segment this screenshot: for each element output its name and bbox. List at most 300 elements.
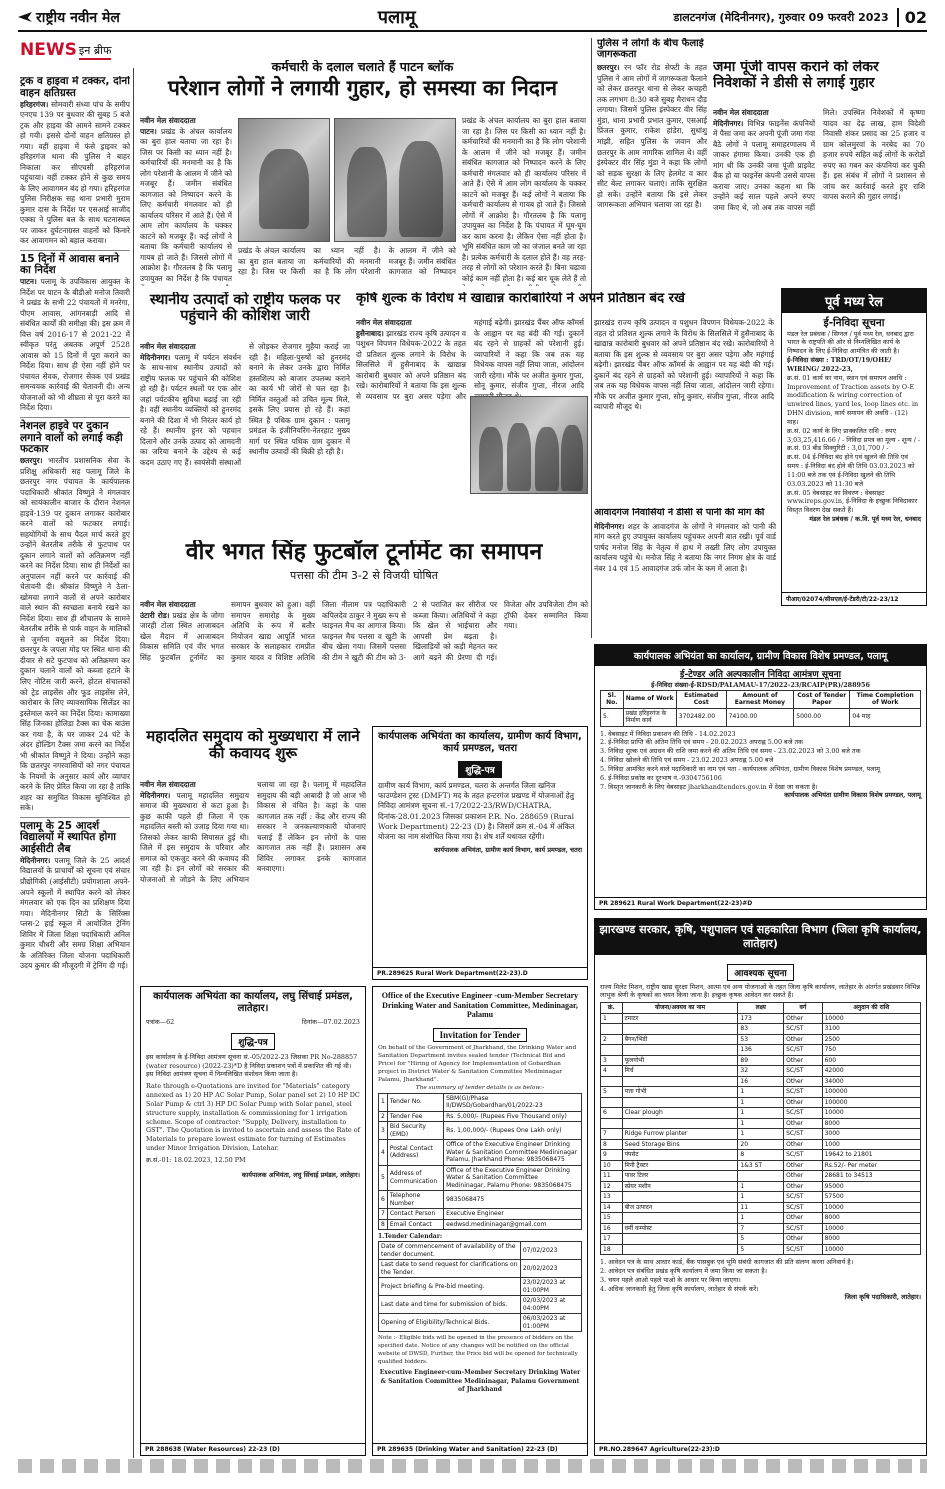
water-ad-note: Note :- Eligible bids will be opened in the presence of bidders on the specified date. Notice of any changes will be notified on the official website of DWSD, Further, the Price bid will be opened for technically qualified bidders. xyxy=(378,1335,578,1365)
rural-note: 1. वेबसाइट में निविदा प्रकाशन की तिथि - 14.02.2023 xyxy=(600,729,736,738)
rural-ad-signatory: कार्यपालक अभियंता ग्रामीण विकास विशेष प्रमण्डल, पलामू xyxy=(784,791,921,800)
football-headline-block xyxy=(140,540,588,596)
chatra-ad-body: ग्रामीण कार्य विभाग, कार्य प्रमण्डल, चतरा के अन्तर्गत जिला खनिज फाउण्डेशन ट्रस्ट (DMFT) मद के तहत हन्टरगंज प्रखण्ड में योजनाओं हेतु निविदा आमंत्रण सूचना सं.-17/2022-23/RWD/CHATRA, दिनांक-28.01.2023 जिसका प्रकाशन P.R. No. 288659 (Rural Work Department) 22-23 (D) है। जिसमें क्रम सं.-04 में अंकित योजना का नाम संशोधित किया गया है। शेष शर्तें यथावत रहेंगी। xyxy=(378,781,575,842)
agri-cell: मिर्च xyxy=(622,1066,738,1077)
agri-cell: 42000 xyxy=(822,1066,920,1077)
agri-cell: 6 xyxy=(601,1108,623,1119)
chatra-corrigendum-ad xyxy=(372,726,588,980)
railway-tender-ad xyxy=(781,288,927,606)
trader-headline: कृषि शुल्क के विरोध में खाद्यान्न कारोबारियों ने अपने प्रतिष्ठान बंद रखे xyxy=(356,292,685,306)
brief-item xyxy=(20,254,130,414)
brief-title: पलामू के 25 आदर्श विद्यालयों में स्थापित होगा आईसीटी लैब xyxy=(20,819,116,856)
police-dateline: छतरपुर। xyxy=(597,63,620,73)
agri-cell: 53 xyxy=(738,1034,784,1045)
agri-cell: 750 xyxy=(822,1045,920,1056)
agri-ad-signatory: जिला कृषि पदाधिकारी, लातेहार। xyxy=(844,1293,921,1302)
agri-cell: 100000 xyxy=(822,1087,920,1098)
agri-cell: 5 xyxy=(738,1244,784,1255)
lead-body-right xyxy=(462,116,586,286)
water-cell: 7 xyxy=(379,1209,388,1220)
rural-cell: 74100.00 xyxy=(726,708,794,726)
agri-note: 4. अधिक जानकारी हेतु जिला कृषि कार्यालय, लातेहार से संपर्क करें। xyxy=(600,1284,759,1293)
agri-cell: SC/ST xyxy=(784,1129,823,1140)
railway-ad-website: क्र.सं. 05 वेबसाइट का विवरण : वेबसाइट www.ireps.gov.in, ई-निविदा के इच्छुक निविदाकार विस्तृत विवरण देख सकते हैं। xyxy=(787,488,918,515)
agri-cell: 7 xyxy=(738,1223,784,1234)
water-cell: SBM(G)/Phase II/DWSD/Gobardhan/01/2022-23 xyxy=(444,1093,582,1111)
agri-cell: SC/ST xyxy=(784,1223,823,1234)
table-row xyxy=(601,1013,921,1024)
brief-column xyxy=(20,76,130,1456)
agri-cell: Other xyxy=(784,1034,823,1045)
calendar-cell: 07/02/2023 xyxy=(520,1242,581,1260)
agri-cell: स्प्रेयर मशीन xyxy=(622,1181,738,1192)
agri-cell: Other xyxy=(784,1013,823,1024)
agri-cell: 3000 xyxy=(822,1129,920,1140)
irrigation-ad-schedule: क्र.सं.-01: 18.02.2023, 12.50 PM xyxy=(146,1155,246,1164)
agri-cell: 173 xyxy=(738,1013,784,1024)
brief-dateline: हरिहरगंज। xyxy=(20,99,49,109)
agri-cell: 11 xyxy=(738,1202,784,1213)
brief-body: भारतीय प्रशासनिक सेवा के प्रशिक्षु अधिकारी सह पलामू जिले के छतरपुर नगर पंचायत के कार्यपालक पदाधिकारी श्रीकांत विष्णुते ने मंगलवार को सायंकालीन बाजार के दौरान नेशनल हाइवे-139 पर दुकान लगाकर कारोबार करने वालों को फटकार लगाई। सहयोगियों के साथ पैदल मार्च करते हुए उन्होंने बेतरतीब तरीके से फुटपाथ पर दुकान लगाने वालों को अतिक्रमण नहीं करने का निर्देश दिया। साथ ही निर्देशों का अनुपालन नहीं करने पर कार्रवाई की चेतावनी दी। श्रीकांत विष्णुते ने ठेला-खोमचा लगाने वालों से अपने कारोबार वाले स्थान की स्वच्छता बनाये रखने का निर्देश दिया। साथ ही शौचालय के सामने बेतरतीब तरीके से पार्क वाहन के मालिकों से जुर्माना वसूलने का निर्देश दिया। छतरपुर के जपला मोड़ पर स्थित थाना की दीवार से सटे फुटपाथ को अतिक्रमण कर दुकान चलाने वालों को कब्जा हटाने के लिए नोटिस जारी करने, होटल संचालकों को ट्रेड लाइसेंस और फूड लाइसेंस लेने, कारोबार के लिए व्यावसायिक सिलेंडर का इस्तेमाल करने का निर्देश दिया। कामाख्या सिंह जिनका होलिडा टैक्स का चेक बाउंस कर गया है, के घर जाकर 24 घंटे के अंदर होल्डिंग टैक्स जमा करने का निर्देश भी श्रीकांत विष्णुते ने दिया। उन्होंने कहा कि छतरपुर नगरवासियों को नगर पंचायत के नियमों के अनुसार कार्य और व्यापार करने के लिए प्रेरित किया जा रहा है ताकि शहर का समुचित विकास सुनिश्चित हो सके। xyxy=(20,456,130,813)
table-row xyxy=(601,1181,921,1192)
water-ad-calendar xyxy=(378,1241,582,1332)
table-row xyxy=(601,1223,921,1234)
water-cell: Contact Person xyxy=(387,1209,443,1220)
water-cell: Postal Contact (Address) xyxy=(387,1140,443,1166)
agri-cell: 600 xyxy=(822,1055,920,1066)
water-ad-table xyxy=(378,1093,582,1231)
table-row xyxy=(601,1087,921,1098)
irrigation-ad-title: कार्यपालक अभियंता का कार्यालय, लघु सिंचाई प्रमंडल, लातेहार। xyxy=(153,991,353,1014)
agri-cell xyxy=(622,1234,738,1245)
water-ad-title: Office of the Executive Engineer -cum-Member Secretary Drinking Water and Sanitation Committee, Medininagar, Palamu xyxy=(381,991,579,1020)
agri-cell: SC/ST xyxy=(784,1066,823,1077)
agri-cell: 16 xyxy=(738,1076,784,1087)
local-body: पलामू में पर्यटन संवर्धन के साथ-साथ स्थानीय उत्पादों को राष्ट्रीय फलक पर पहुंचाने की कोशिश हो रही है। पर्यटन स्थलों पर एक ओर जहां पर्यटकीय सुविधा बढ़ाई जा रही है। वहीं स्थानीय व्यक्तियों को हुनरमंद बनाने की दिशा में भी निरंतर कार्य हो रहे हैं। स्थानीय हुनर को पहचान दिलाने और उनके उत्पाद को आमदनी का जरिया बनाने के उद्देश्य से कई कदम उठाए गए हैं। स्वयंसेवी संस्थाओं से जोड़कर रोजगार मुहैया कराई जा रही है। महिला-पुरुषों को हुनरमंद बनाने के लेकर उनके द्वारा निर्मित हस्तशिल्प को बाजार उपलब्ध कराने का कार्य भी जोरों से चल रहा है। निर्मित वस्तुओं को उचित मूल्य मिले, इसके लिए प्रयास हो रहे हैं। कहां स्थित है पथिक ग्राम दुकान : पलामू प्रमंडल के इंजीनियरिंग-नेतरहाट मुख्य मार्ग पर स्थित पथिक ग्राम दुकान में स्थानीय उत्पादों की बिक्री हो रही है। xyxy=(140,342,350,467)
lead-byline: नवीन मेल संवाददाता xyxy=(140,116,196,125)
agri-ad-notes xyxy=(600,1258,921,1293)
agri-cell: 10000 xyxy=(822,1244,920,1255)
water-cell: 3 xyxy=(379,1122,388,1140)
football-subhead: पत्तसा की टीम 3-2 से विजयी घोषित xyxy=(290,568,438,582)
agri-cell: 15 xyxy=(601,1213,623,1224)
railway-ad-close: क्र.सं. 04 ई-निविदा बंद होने एवं खुलने की तिथि एवं समय : ई-निविदा बंद होने की तिथि 03.03.2023 को 11:00 बजे तक एवं ई-निविदा खुलने की तिथि 03.03.2023 को 11:30 बजे xyxy=(787,453,915,488)
rural-cell: प्रखंड हरिहरगंज के निर्माण कार्य xyxy=(623,708,676,726)
trader-byline: नवीन मेल संवाददाता xyxy=(356,318,412,327)
agri-cell xyxy=(622,1076,738,1087)
agri-cell: SC/ST xyxy=(784,1045,823,1056)
water-cell: Address of Communication xyxy=(387,1165,443,1191)
agri-cell: 3100 xyxy=(822,1024,920,1035)
agri-col: अनुदान की राशि xyxy=(822,1003,920,1014)
agri-cell: SC/ST xyxy=(784,1202,823,1213)
water-headline: आवादगंज निवासियों ने डीसी से पानी की मांग की xyxy=(594,508,765,518)
agri-cell xyxy=(622,1045,738,1056)
bird-logo-icon xyxy=(18,12,32,22)
mahadalit-byline: नवीन मेल संवाददाता xyxy=(140,780,196,789)
lead-body: प्रखंड के अंचल कार्यालय का बुरा हाल बताया जा रहा है। जिस पर किसी का ध्यान नहीं है। कर्मचारियों की मनमानी का है कि लोग परेशानी के आलम में जीने को मजबूर हैं। जमीन संबंधित कागजात को निष्पादन करने के लिए कर्मचारी मंगलवार को ही कार्यालय परिसर में आते हैं। ऐसे में आम लोग कार्यालय के चक्कर काटने को मजबूर हैं। कई लोगों ने बताया कि कर्मचारी कार्यालय से गायब हो जाते हैं। जिससे लोगों में आक्रोश है। गौरतलब है कि पलामू उपायुक्त का निर्देश है कि पंचायत xyxy=(140,126,232,283)
agri-cell: SC/ST xyxy=(784,1087,823,1098)
agri-cell: Other xyxy=(784,1055,823,1066)
agri-cell: 11 xyxy=(601,1171,623,1182)
football-dateline: उंटारी रोड। xyxy=(140,610,170,620)
agri-cell xyxy=(738,1171,784,1182)
agri-cell: 8000 xyxy=(822,1213,920,1224)
table-row xyxy=(601,1055,921,1066)
agri-cell: Other xyxy=(784,1213,823,1224)
brief-item xyxy=(20,76,130,247)
table-row xyxy=(379,1111,582,1122)
column-divider xyxy=(591,38,592,638)
agri-cell: 136 xyxy=(738,1045,784,1056)
agri-cell: 10000 xyxy=(822,1013,920,1024)
rural-ad-pr: PR 289621 Rural Work Department(22-23)#D xyxy=(595,897,926,909)
agri-cell: 1 xyxy=(738,1108,784,1119)
agri-cell: Clear plough xyxy=(622,1108,738,1119)
water-cell: eedwsd.medininagar@gmail.com xyxy=(444,1219,582,1230)
calendar-cell: 06/03/2023 at 01:00PM xyxy=(520,1314,581,1332)
agri-cell: 20 xyxy=(738,1139,784,1150)
rural-note: 4. निविदा खोलने की तिथि एवं समय - 23.02.2023 अपराह्न 5.00 बजे xyxy=(600,756,774,765)
agri-cell: 28681 to 34513 xyxy=(822,1171,920,1182)
agri-cell: 1 xyxy=(601,1013,623,1024)
water-cell: Bid Security (EMD) xyxy=(387,1122,443,1140)
water-cell: 8 xyxy=(379,1219,388,1230)
table-row xyxy=(379,1314,582,1332)
masthead xyxy=(18,4,927,30)
agri-cell: फूलगोभी xyxy=(622,1055,738,1066)
railway-ad-ref: पीआर/02074/सीसएल/ई-टेंडरी/टी/22-23/12 xyxy=(782,592,926,605)
rural-development-tender-ad xyxy=(594,644,927,910)
agri-cell: 18 xyxy=(601,1244,623,1255)
calendar-cell: 02/03/2023 at 04:00PM xyxy=(520,1296,581,1314)
agri-cell: Other xyxy=(784,1076,823,1087)
table-row xyxy=(601,1076,921,1087)
agri-ad-title: झारखण्ड सरकार, कृषि, पशुपालन एवं सहकारिता विभाग (जिला कृषि कार्यालय, लातेहार) xyxy=(595,919,926,955)
agri-cell: Other xyxy=(784,1234,823,1245)
rural-ad-ref: ई-निविदा संख्या-ई-RDSD/PALAMAU-17/2022-23/RCAIP(PR)/288956 xyxy=(651,680,870,689)
agri-cell: 89 xyxy=(738,1055,784,1066)
table-row xyxy=(601,1108,921,1119)
brief-dateline: छतरपुर। xyxy=(20,456,43,466)
agri-cell: SC/ST xyxy=(784,1108,823,1119)
agri-cell: 2500 xyxy=(822,1034,920,1045)
rural-cell: 3702482.00 xyxy=(676,708,726,726)
top-rule xyxy=(18,30,927,32)
rural-ad-notes xyxy=(600,730,921,792)
agri-cell: 10000 xyxy=(822,1108,920,1119)
lead-headline-block xyxy=(140,60,585,112)
brief-item xyxy=(20,421,130,814)
agri-cell: 1 xyxy=(738,1192,784,1203)
brief-title: 15 दिनों में आवास बनाने का निर्देश xyxy=(20,252,120,277)
football-body-text: प्रखंड क्षेत्र के जोगा जारही टोला स्थित आजाबदन खेल मैदान में आजाबदन विकास समिति एवं वीर भगत सिंह फुटबॉल टूर्नामेंट का समापन बुधवार को हुआ। वहीं समापन समारोह के मुख्य अतिथि के रूप में बतौर नियोजन खाद्य आपूर्ति भारत सरकार के सलाहकार रामप्रीत कुमार यादव व विशिष्ट अतिथि जिला नीलाम पत्र पदाधिकारी कपिलदेव ठाकुर ने मुख्य रूप से फाइनल मैच का आगाज किया। फाइनल मैच पत्तसा व खुटी के बीच खेला गया। जिसमें पत्तसा की टीम ने खुटी की टीम को 3-2 से पराजित कर सीरीज पर कब्जा किया। अतिथियों ने कहा कि खेल से भाईचारा और आपसी प्रेम बढ़ता है। खिलाड़ियों को कड़ी मेहनत कर आगे बढ़ने की प्रेरणा दी गई। विजेता और उपविजेता टीम को ट्रॉफी देकर सम्मानित किया गया। xyxy=(140,600,588,662)
water-cell: Tender No. xyxy=(387,1093,443,1111)
lead-body-mid xyxy=(238,246,456,286)
table-row xyxy=(601,708,921,726)
trader-body-continued: झारखंड राज्य कृषि उत्पादन व पशुधन विपणन विधेयक-2022 के तहत दो प्रतिशत शुल्क लगाने के विरोध के सिलसिले में हुसैनाबाद के खाद्यान्न कारोबारी बुधवार को अपने प्रतिष्ठान बंद रखे। कारोबारियों ने बताया कि इस शुल्क से व्यवसाय पर बुरा असर पड़ेगा और महंगाई बढ़ेगी। झारखंड चैंबर ऑफ कॉमर्स के आह्वान पर यह बंदी की गई। दुकानें बंद रहने से ग्राहकों को परेशानी हुई। व्यापारियों ने कहा कि जब तक यह विधेयक वापस नहीं लिया जाता, आंदोलन जारी रहेगा। मौके पर अजीत कुमार गुप्ता, सोनू कुमार, संजीव गुप्ता, नीरज आदि व्यापारी मौजूद थे। xyxy=(594,318,774,412)
agri-col: क्रं. xyxy=(601,1003,623,1014)
brief-body: पलामू जिले के 25 आदर्श विद्यालयों के प्राचार्यों को सूचना एवं संचार प्रौद्योगिकी (आईसीटी) प्रयोगशाला अपने-अपने स्कूलों में स्थापित करने को लेकर मंगलवार को एक दिन का प्रशिक्षण दिया गया। मेदिनीनगर सिटी के सिरिंक्स प्लस-2 हाई स्कूल में आयोजित ट्रेनिंग शिविर में जिला शिक्षा पदाधिकारी अनिल कुमार चौधरी और समग्र शिक्षा अभियान के अतिरिक्त जिला योजना पदाधिकारी उदय कुमार की मौजूदगी में ट्रेनिंग दी गई। xyxy=(20,855,130,971)
agri-cell xyxy=(622,1244,738,1255)
agri-cell xyxy=(622,1024,738,1035)
railway-ad-emd: क्र.सं. 03 बीड सिक्युरिटी : 3,01,700 / - xyxy=(787,444,889,453)
water-ad-pr: PR 289635 (Drinking Water and Sanitation) 22-23 (D) xyxy=(373,1443,587,1455)
agri-ad-table xyxy=(600,1002,921,1255)
table-row xyxy=(601,1139,921,1150)
lead-photo-1 xyxy=(238,118,330,242)
agri-cell: पत्ता गोभी xyxy=(622,1087,738,1098)
agri-note: 2. आवेदन पत्र संबंधित प्रखंड कृषि कार्यालय में जमा किया जा सकता है। xyxy=(600,1266,768,1275)
agri-cell: Other xyxy=(784,1118,823,1129)
rural-note: 2. ई-निविदा प्राप्ति की अंतिम तिथि एवं समय - 20.02.2023 अपराह्न 5.00 बजे तक xyxy=(600,738,804,747)
agri-cell xyxy=(601,1045,623,1056)
railway-ad-work: क्र.सं. 01 कार्य का नाम, स्थान एवं समापन अवधि : Improvement of Traction assets by O-E modification & wiring correction of unwired lines, yard les, loop lines etc. in DHN division, कार्य समापन की अवधि - (12) माह। xyxy=(787,373,919,426)
rural-note: 3. निविदा शुल्क एवं अग्रधन की राशि जमा करने की अंतिम तिथि एवं समय - 23.02.2023 को 3.00 बजे तक xyxy=(600,747,861,756)
agriculture-notice-ad xyxy=(594,918,927,1456)
agri-cell: Other xyxy=(784,1139,823,1150)
agri-note: 1. आवेदन पत्र के साथ आधार कार्ड, बैंक पासबुक एवं भूमि संबंधी कागजात की प्रति संलग्न करना अनिवार्य है। xyxy=(600,1258,854,1267)
rural-col-sl: Sl. No. xyxy=(601,690,624,708)
water-cell: Office of the Executive Engineer Drinking Water & Sanitation Committee Medininagar Palamu, Jharkhand Phone: 9835068475 xyxy=(444,1140,582,1166)
water-sanitation-tender-ad xyxy=(372,986,588,1456)
table-row xyxy=(601,1129,921,1140)
rural-note: 5. निविदा आमंत्रित करने वाले पदाधिकारी का नाम एवं पता - कार्यपालक अभियंता, ग्रामीण विकास विशेष प्रमण्डल, पलामू xyxy=(600,764,881,773)
water-story xyxy=(594,508,776,636)
trader-photo xyxy=(470,396,588,494)
agri-cell xyxy=(622,1118,738,1129)
agri-cell: 1 xyxy=(738,1213,784,1224)
railway-ad-subtitle: ई-निविदा सूचना xyxy=(823,317,885,329)
rural-col-emd: Amount of Earnest Money xyxy=(726,690,794,708)
rural-note: 7. विस्तृत जानकारी के लिए वेबसाइट jharkhandtenders.gov.in में देखा जा सकता है। xyxy=(600,782,818,791)
water-cell: Telephone Number xyxy=(387,1191,443,1209)
chatra-ad-tag: शुद्धि-पत्र xyxy=(458,761,501,778)
table-row xyxy=(601,1234,921,1245)
football-body xyxy=(140,600,588,718)
rural-cell: 04 माह xyxy=(850,708,921,726)
mahadalit-dateline: मेदिनीनगर। xyxy=(140,790,171,800)
agri-cell: 2 xyxy=(601,1034,623,1045)
rural-ad-table xyxy=(600,690,921,727)
agri-col: योजना/अवयव का नाम xyxy=(622,1003,738,1014)
brief-body: पलामू के उपविकास आयुक्त के निर्देश पर पाटन के बीडीओ मनोज तिवारी ने प्रखंड के सभी 22 पंचायतों में मनरेगा, पीएम आवास, आंगनबाड़ी आदि से संबंधित कार्यों की समीक्षा की। इस क्रम में वित्त वर्ष 2016-17 से 2021-22 में स्वीकृत परंतु अबतक अपूर्ण 2528 आवास को 15 दिनों में पूरा कराने का निर्देश दिया। साथ ही ऐसा नहीं होने पर पंचायत सेवक, रोजगार सेवक एवं प्रखंड समन्वयक कार्रवाई की चेतावनी दी। अन्य योजनाओं को भी शीघ्रता से पूरा करने का निर्देश दिया। xyxy=(20,277,130,413)
railway-ad-signatory: मंडल रेल प्रबंधक / क.वि. पूर्व मध्य रेल, धनबाद xyxy=(809,514,921,523)
dc-headline-block xyxy=(713,60,925,104)
water-cell: 4 xyxy=(379,1140,388,1166)
bottom-color-bar xyxy=(18,1459,927,1473)
rural-col-paper: Cost of Tender Paper xyxy=(794,690,850,708)
agri-ad-body: राज्य मिलेट मिशन, राष्ट्रीय खाद्य सुरक्षा मिशन, आत्मा एवं अन्य योजनाओं के तहत जिला कृषि कार्यालय, लातेहार के अंतर्गत प्रखंडवार विभिन्न लाभुक श्रेणी के कृषकों का चयन किया जाना है। इच्छुक कृषक आवेदन कर सकते हैं। xyxy=(600,982,921,1000)
water-cell: 6 xyxy=(379,1191,388,1209)
calendar-cell: Last date to send request for clarifications on the Tender. xyxy=(379,1260,521,1278)
rural-cell: 5. xyxy=(601,708,624,726)
rural-ad-title: कार्यपालक अभियंता का कार्यालय, ग्रामीण विकास विशेष प्रमण्डल, पलामू xyxy=(595,645,926,666)
calendar-cell: Opening of Eligibility/Technical Bids. xyxy=(379,1314,521,1332)
water-cell: Tender Fee xyxy=(387,1111,443,1122)
railway-ad-body: मंडल रेल प्रबंधक / सिग्नल / पूर्व मध्य रेल, धनबाद द्वारा भारत के राष्ट्रपति की ओर से निम्नलिखित कार्य के निष्पादन के लिए ई-निविदा आमंत्रित की जाती है। xyxy=(787,329,914,356)
brief-dateline: पाटन। xyxy=(20,277,37,287)
mahadalit-body-text: पलामू महादलित समुदाय समाज की मुख्यधारा से कटा हुआ है। कुछ काफी पहले ही जिला में एक महादलित बस्ती को उजाड़ दिया गया था। जिसको लेकर काफी सियासत हुई थी। जिले में इस समुदाय के परिवार और समाज को एकजुट करने की कवायद की जा रही है। इन लोगों को सरकार की योजनाओं से जोड़ने के लिए अभियान चलाया जा रहा है। पलामू में महादलित समुदाय की बड़ी आबादी है जो आज भी विकास से वंचित है। कहां के पास कागजात तक नहीं : केंद्र और राज्य की सरकार ने जनकल्याणकारी योजनाएं चलाई हैं लेकिन इन लोगों के पास कागजात तक नहीं हैं। प्रशासन अब शिविर लगाकर इनके कागजात बनवाएगा। xyxy=(140,780,366,884)
lead-dateline: पाटन। xyxy=(140,126,157,136)
table-row xyxy=(601,1150,921,1161)
dc-body xyxy=(713,108,925,284)
column-divider xyxy=(133,68,134,1458)
chatra-ad-pr: PR.289625 Rural Work Department(22-23).D xyxy=(373,967,587,979)
calendar-cell: Date of commencement of availability of the tender document. xyxy=(379,1242,521,1260)
lead-kicker: कर्मचारी के दलाल चलाते हैं पाटन ब्लॉक xyxy=(271,60,454,74)
rural-ad-subtitle: ई-टेण्डर अति अल्पकालीन निविदा आमंत्रण सूचना xyxy=(680,670,841,680)
agri-cell: 1 xyxy=(738,1097,784,1108)
brief-title: ट्रक व हाइवा में टक्कर, दोनों वाहन क्षतिग्रस्त xyxy=(20,76,130,99)
lead-headline: परेशान लोगों ने लगायी गुहार, हो समस्या का निदान xyxy=(167,76,558,100)
table-row xyxy=(379,1165,582,1191)
brief-dateline: मेदिनीनगर। xyxy=(20,855,51,865)
table-row xyxy=(379,1122,582,1140)
table-row xyxy=(379,1296,582,1314)
agri-ad-pr: PR.NO.289647 Agriculture(22-23):D xyxy=(595,1443,926,1455)
trader-dateline: हुसैनाबाद। xyxy=(356,328,384,338)
calendar-cell: Project briefing & Pre-bid meeting. xyxy=(379,1278,521,1296)
table-row xyxy=(379,1093,582,1111)
lead-body-continued: प्रखंड के अंचल कार्यालय का बुरा हाल बताया जा रहा है। जिस पर किसी का ध्यान नहीं है। कर्मचारियों की मनमानी का है कि लोग परेशानी के आलम में जीने को मजबूर हैं। जमीन संबंधित कागजात को निष्पादन करने के लिए कर्मचारी मंगलवार को ही कार्यालय परिसर में आते हैं। ऐसे में आम लोग कार्यालय के चक्कर काटने को मजबूर हैं। कई लोगों ने बताया कि कर्मचारी कार्यालय से गायब हो जाते हैं। जिससे लोगों में आक्रोश है। गौरतलब है कि पलामू उपायुक्त का निर्देश है कि पंचायत में घूम-घूम कर काम करना है। लेकिन ऐसा नहीं होता है। भूमि संबंधित काम जो का जंजाल बनते जा रहा है। प्रत्येक कर्मचारी के दलाल होते हैं। वह तरह-तरह से लोगों को परेशान करते हैं। बिना चढ़ावा कोई काम नहीं होता है। कई बार चूक लेते हैं तो xyxy=(462,116,586,283)
local-products-body xyxy=(140,342,350,534)
water-ad-summary: The summary of tender details is as below:- xyxy=(415,1084,545,1091)
table-row xyxy=(379,1209,582,1220)
rural-col-work: Name of Work xyxy=(623,690,676,708)
water-ad-signatory: Executive Engineer-cum-Member Secretary Drinking Water & Sanitation Committee Medininagar, Palamu Government of Jharkhand xyxy=(379,1369,581,1393)
water-cell: Email Contact xyxy=(387,1219,443,1230)
agri-cell: SC/ST xyxy=(784,1150,823,1161)
water-dateline: मेदिनीनगर। xyxy=(594,521,625,531)
agri-cell: 8 xyxy=(601,1139,623,1150)
agri-cell: SC/ST xyxy=(784,1192,823,1203)
agri-cell: 4 xyxy=(601,1066,623,1077)
page-number: 02 xyxy=(897,8,927,27)
agri-cell xyxy=(622,1213,738,1224)
dc-byline: नवीन मेल संवाददाता xyxy=(713,108,769,117)
table-row xyxy=(379,1219,582,1230)
agri-cell: बैंगन/भिंडी xyxy=(622,1034,738,1045)
section-title: पलामू xyxy=(377,7,416,28)
agri-cell: वर्मी कम्पोस्ट xyxy=(622,1223,738,1234)
agri-cell: 14 xyxy=(601,1202,623,1213)
table-row xyxy=(601,1160,921,1171)
mahadalit-headline-block xyxy=(140,728,366,776)
dc-headline: जमा पूंजी वापस कराने को लेकर निवेशकों ने डीसी से लगाई गुहार xyxy=(713,60,879,91)
agri-cell: 5 xyxy=(601,1087,623,1098)
agri-cell: 1 xyxy=(738,1118,784,1129)
agri-cell: 10000 xyxy=(822,1223,920,1234)
water-cell: Executive Engineer xyxy=(444,1209,582,1220)
lead-body-continued: प्रखंड के अंचल कार्यालय का बुरा हाल बताया जा रहा है। जिस पर किसी का ध्यान नहीं है। कर्मचारियों की मनमानी का है कि लोग परेशानी के आलम में जीने को मजबूर हैं। जमीन संबंधित कागजात को निष्पादन xyxy=(238,246,456,277)
agri-cell: 1&3 ST xyxy=(738,1160,784,1171)
agri-cell: Rs.52/- Per meter xyxy=(822,1160,920,1171)
dateline: डालटनगंज (मेदिनीनगर), गुरुवार 09 फरवरी 2023 xyxy=(673,10,889,24)
table-row xyxy=(379,1140,582,1166)
water-cell: 1 xyxy=(379,1093,388,1111)
agri-cell: 1 xyxy=(738,1087,784,1098)
agri-cell: बीज उत्पादन xyxy=(622,1202,738,1213)
table-row xyxy=(601,1118,921,1129)
agri-cell: 16 xyxy=(601,1223,623,1234)
railway-ad-cost: क्र.सं. 02 कार्य के लिए प्राक्कलित राशि : रुपए 3,03,25,416.66 / - निविदा प्रपत्र का मूल्य - शून्य / - xyxy=(787,426,921,444)
table-row xyxy=(379,1242,582,1260)
agri-cell: 12 xyxy=(601,1181,623,1192)
news-in-brief-tag xyxy=(20,40,130,70)
table-row xyxy=(601,1045,921,1056)
table-row xyxy=(601,1066,921,1077)
irrigation-ad-signatory: कार्यपालक अभियंता, लघु सिंचाई प्रमंडल, लातेहार। xyxy=(241,1170,360,1179)
water-ad-intro: On behalf of the Government of Jharkhand, the Drinking Water and Sanitation Department invites sealed tender (Technical Bid and Price) for "Hiring of Agency for Implementation of Gobardhan project in District Water & Sanitation Committee Medininagar Palamu, Jharkhand". xyxy=(378,1044,577,1083)
railway-ad-tender: ई-निविदा संख्या : TRD/OT/19/OHE/ WIRING/ 2022-23, xyxy=(787,356,892,373)
agri-cell: 1 xyxy=(738,1181,784,1192)
agri-col: लक्ष्य xyxy=(738,1003,784,1014)
football-byline: नवीन मेल संवाददाता xyxy=(140,600,196,609)
rural-col-time: Time Completion of Work xyxy=(850,690,921,708)
water-body: शहर के आवादगंज के लोगों ने मंगलवार को पानी की मांग करते हुए उपायुक्त कार्यालय पहुंचकर अपनी बात रखी। पूर्व वार्ड पार्षद मनोज सिंह के नेतृत्व में हाथ में तख्ती लिए लोग उपायुक्त कार्यालय पहुंचे थे। मनोज सिंह ने बताया कि नगर निगम क्षेत्र के वार्ड नंबर 14 एवं 15 आवादगंज उर्फ जोन के कम में आता है। xyxy=(594,521,776,573)
water-cell: Office of the Executive Engineer Drinking Water & Sanitation Committee Medininagar, Palamu Phone: 9835068475 xyxy=(444,1165,582,1191)
local-products-headline: स्थानीय उत्पादों को राष्ट्रीय फलक पर पहुंचाने की कोशिश जारी xyxy=(149,292,341,325)
irrigation-ad-letter: पत्रांक—62 xyxy=(146,1018,175,1026)
water-cell: Rs. 5,000/- (Rupees Five Thousand only) xyxy=(444,1111,582,1122)
trader-body-right xyxy=(594,318,774,504)
table-row xyxy=(601,1202,921,1213)
news-tag-sub: इन ब्रीफ xyxy=(79,43,112,60)
calendar-cell: 23/02/2023 at 01:00PM xyxy=(520,1278,581,1296)
trader-body: झारखंड राज्य कृषि उत्पादन व पशुधन विपणन विधेयक-2022 के तहत दो प्रतिशत शुल्क लगाने के विरोध के सिलसिले में हुसैनाबाद के खाद्यान्न कारोबारी बुधवार को अपने प्रतिष्ठान बंद रखे। कारोबारियों ने बताया कि इस शुल्क से व्यवसाय पर बुरा असर पड़ेगा और महंगाई बढ़ेगी। झारखंड चैंबर ऑफ कॉमर्स के आह्वान पर यह बंदी की गई। दुकानें बंद रहने से ग्राहकों को परेशानी हुई। व्यापारियों ने कहा कि जब तक यह विधेयक वापस नहीं लिया जाता, आंदोलन जारी रहेगा। मौके पर अजीत कुमार गुप्ता, सोनू कुमार, संजीव गुप्ता, नीरज आदि xyxy=(356,318,584,401)
lead-body-left xyxy=(140,116,232,286)
police-body: रन फॉर रोड सेफ्टी के तहत पुलिस ने आम लोगों में जागरूकता फैलाने को लेकर छतरपुर थाना से लेकर कचहरी तक लगभग 8:30 बजे सुबह मैराथन दौड़ लगाया। जिसमें पुलिस इंस्पेक्टर वीर सिंह मुंडा, थाना प्रभारी प्रभात कुमार, एसआई प्रिंजल कुमार, राकेश हांडेरा, सुधांशु मांझी, सहित पुलिस के जवान और छतरपुर के आम नागरिक शामिल थे। वहीं इंस्पेक्टर वीर सिंह मुंडा ने कहा कि लोगों को सड़क सुरक्षा के लिए हेलमेट व कार सीट बेल्ट लगाकर चलाएं। ताकि सुरक्षित हो सकें। उन्होंने बताया कि इसे लेकर जागरूकता अभियान चलाया जा रहा है। xyxy=(597,63,707,210)
agri-cell: पावर टिलर xyxy=(622,1171,738,1182)
agri-cell: SC/ST xyxy=(784,1244,823,1255)
local-dateline: मेदिनीनगर। xyxy=(140,352,171,362)
water-cell: 5 xyxy=(379,1165,388,1191)
agri-cell: SC/ST xyxy=(784,1024,823,1035)
agri-cell: 7 xyxy=(601,1129,623,1140)
water-cell: Rs. 1,00,000/- (Rupees One Lakh only) xyxy=(444,1122,582,1140)
agri-cell: 17 xyxy=(601,1234,623,1245)
agri-cell: Other xyxy=(784,1097,823,1108)
table-row xyxy=(379,1278,582,1296)
agri-cell xyxy=(601,1097,623,1108)
table-row xyxy=(601,1213,921,1224)
football-headline: वीर भगत सिंह फुटबॉल टूर्नामेंट का समापन xyxy=(185,540,543,565)
table-row xyxy=(601,1024,921,1035)
water-ad-tag: Invitation for Tender xyxy=(433,1028,528,1042)
water-ad-calendar-title: 1.Tender Calendar: xyxy=(378,1233,443,1241)
brief-item xyxy=(20,821,130,972)
lead-photo-2 xyxy=(334,118,456,242)
local-byline: नवीन मेल संवाददाता xyxy=(140,342,196,351)
water-cell: 2 xyxy=(379,1111,388,1122)
brief-title: नेशनल हाइवे पर दुकान लगाने वालों को लगाई कड़ी फटकार xyxy=(20,419,123,456)
agri-cell: Ridge Furrow planter xyxy=(622,1129,738,1140)
agri-cell: पंपसेट xyxy=(622,1150,738,1161)
agri-cell: 10000 xyxy=(822,1202,920,1213)
agri-cell: 10 xyxy=(601,1160,623,1171)
agri-cell: 34000 xyxy=(822,1076,920,1087)
agri-cell: Other xyxy=(784,1160,823,1171)
dc-body-text: विभिन्न फाइनेंस कंपनियों में पैसा जमा कर अपनी पूंजी जमा गंवा बैठे लोगों ने पलामू समाहरणालय में जाकर हंगामा किया। उनकी एक ही मांग थी कि उनकी जमा पूंजी प्राइवेट बैंक हो या फाइनेंस कंपनी उससे वापस कराया जाए। उनका कहना था कि उन्होंने कई साल पहले अपने रुपए जमा किए थे, जो अब तक वापस नहीं मिले। उपस्थित निवेशकों में कृष्णा यादव का देढ़ लाख, हाम विदेशी निवासी शंकर प्रसाद का 25 हजार व ग्राम कोलमुरवां के नरबेद का 70 हजार रुपये सहित कई लोगों के करोड़ों रुपए का गबन कर कंपनियां कर चुकी हैं। इस संबंध में लोगों ने प्रशासन से जांच कर कार्रवाई करते हुए राशि वापस कराने की गुहार लगाई। xyxy=(713,108,925,212)
police-headline: पुलिस ने लोगों के बीच फैलाई जागरूकता xyxy=(597,38,704,61)
agri-cell: 8000 xyxy=(822,1118,920,1129)
mahadalit-body xyxy=(140,780,366,980)
agri-cell xyxy=(601,1024,623,1035)
irrigation-ad-pr: PR 288638 (Water Resources) 22-23 (D) xyxy=(141,1443,365,1455)
dc-dateline: मेदिनीनगर। xyxy=(713,118,744,128)
table-row xyxy=(601,1192,921,1203)
